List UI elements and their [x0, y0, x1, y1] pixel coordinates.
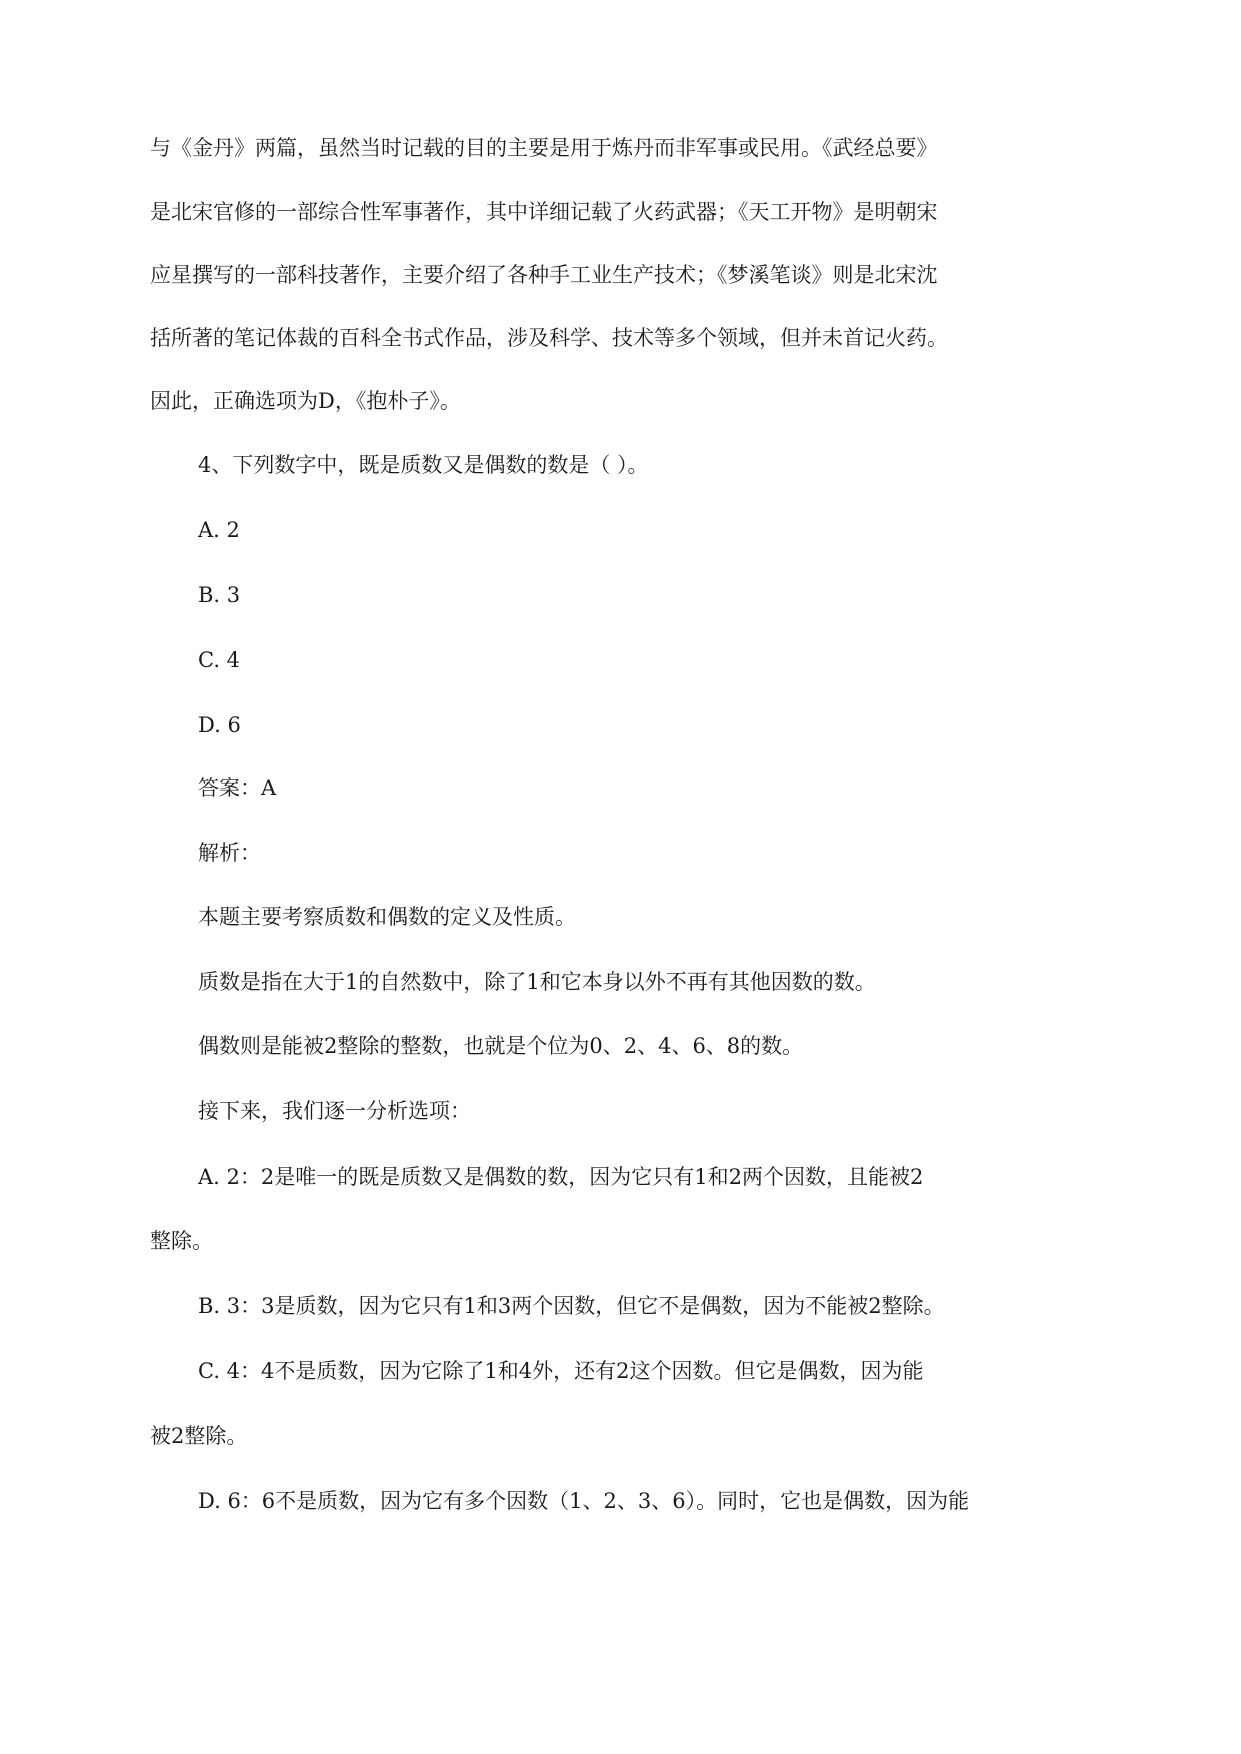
option-a: A. 2	[198, 518, 240, 542]
analysis-c-line-1: C. 4：4不是质数，因为它除了1和4外，还有2这个因数。但它是偶数，因为能	[198, 1359, 924, 1383]
question-text: 4、下列数字中，既是质数又是偶数的数是（ ）。	[198, 453, 649, 477]
prev-explanation-line-4: 括所著的笔记体裁的百科全书式作品，涉及科学、技术等多个领域，但并未首记火药。	[150, 326, 948, 350]
option-b: B. 3	[198, 583, 241, 607]
prev-explanation-line-3: 应星撰写的一部科技著作，主要介绍了各种手工业生产技术；《梦溪笔谈》则是北宋沈	[150, 263, 938, 287]
option-c: C. 4	[198, 648, 241, 672]
analysis-a-line-1: A. 2：2是唯一的既是质数又是偶数的数，因为它只有1和2两个因数，且能被2	[198, 1165, 924, 1189]
prev-explanation-line-5: 因此，正确选项为D，《抱朴子》。	[150, 389, 461, 413]
even-definition: 偶数则是能被2整除的整数，也就是个位为0、2、4、6、8的数。	[198, 1034, 804, 1058]
option-d: D. 6	[198, 713, 241, 737]
prev-explanation-line-2: 是北宋官修的一部综合性军事著作，其中详细记载了火药武器；《天工开物》是明朝宋	[150, 200, 938, 224]
answer-text: 答案：A	[198, 776, 277, 800]
analysis-intro: 本题主要考察质数和偶数的定义及性质。	[198, 905, 576, 929]
prev-explanation-line-1: 与《金丹》两篇，虽然当时记载的目的主要是用于炼丹而非军事或民用。《武经总要》	[150, 136, 938, 160]
analysis-label: 解析：	[198, 841, 261, 865]
analysis-b-line-1: B. 3：3是质数，因为它只有1和3两个因数，但它不是偶数，因为不能被2整除。	[198, 1294, 945, 1318]
analysis-c-line-2: 被2整除。	[150, 1424, 248, 1448]
analysis-d-line-1: D. 6：6不是质数，因为它有多个因数（1、2、3、6）。同时，它也是偶数，因为能	[198, 1489, 970, 1513]
analysis-a-line-2: 整除。	[150, 1229, 213, 1253]
prime-definition: 质数是指在大于1的自然数中，除了1和它本身以外不再有其他因数的数。	[198, 970, 876, 994]
next-step-text: 接下来，我们逐一分析选项：	[198, 1099, 471, 1123]
